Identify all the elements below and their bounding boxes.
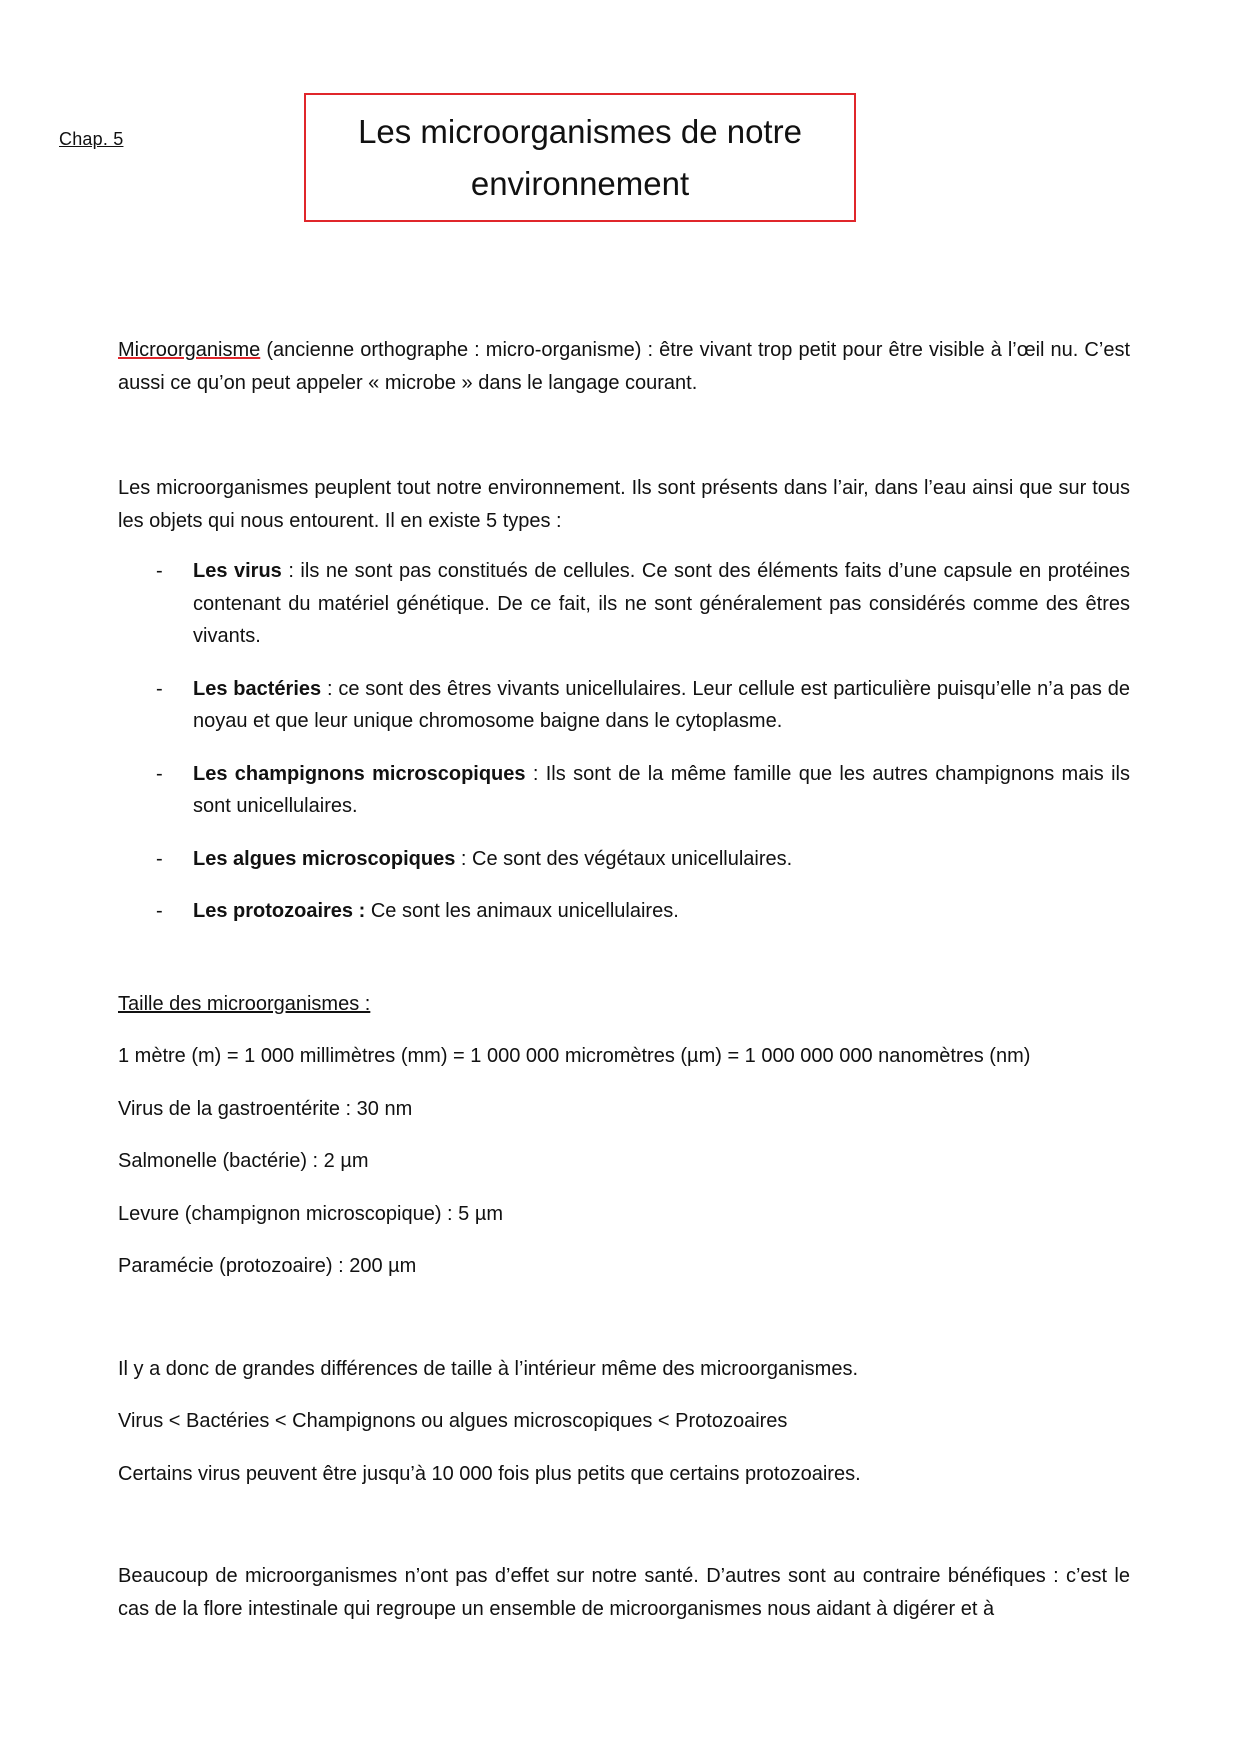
list-item <box>118 673 1130 738</box>
type-name: Les virus <box>193 560 282 582</box>
definition-term: Microorganisme <box>118 339 261 361</box>
type-text: : ce sont des êtres vivants unicellulaires. Leur cellule est particulière puisqu’elle n’a pas de noyau et que leur unique chromosome baigne dans le cytoplasme. <box>193 677 1130 732</box>
list-dash: - <box>156 560 163 582</box>
list-dash: - <box>156 900 163 922</box>
title-box <box>304 93 856 222</box>
list-item <box>118 555 1130 653</box>
page-title-line-2: environnement <box>470 164 690 202</box>
list-item <box>118 843 1130 876</box>
differences-line: Certains virus peuvent être jusqu’à 10 000 fois plus petits que certains protozoaires. <box>118 1462 861 1485</box>
size-example: Salmonelle (bactérie) : 2 µm <box>118 1150 369 1172</box>
size-example: Paramécie (protozoaire) : 200 µm <box>118 1255 417 1277</box>
definition-paragraph <box>118 334 1130 399</box>
health-paragraph: Beaucoup de microorganismes n’ont pas d’effet sur notre santé. D’autres sont au contraire bénéfiques : c’est le cas de la flore intestinale qui regroupe un ensemble de microorganismes nous aidant à digérer et à <box>118 1565 1130 1620</box>
page-title-line-1: Les microorganismes de notre <box>358 112 802 150</box>
document-body <box>118 334 1130 1625</box>
differences-section <box>118 1353 1130 1491</box>
type-name: Les champignons microscopiques <box>193 762 526 785</box>
list-dash: - <box>156 677 163 700</box>
size-example: Levure (champignon microscopique) : 5 µm <box>118 1202 504 1225</box>
type-text: : Ce sont des végétaux unicellulaires. <box>455 847 793 870</box>
type-text: : ils ne sont pas constitués de cellules. Ce sont des éléments faits d’une capsule en protéines contenant du matériel génétique. De ce fait, ils ne sont généralement pas considérés comme des êtres vivants. <box>193 560 1131 647</box>
unit-conversion: 1 mètre (m) = 1 000 millimètres (mm) = 1 000 000 micromètres (µm) = 1 000 000 000 nanomètres (nm) <box>118 1045 1031 1067</box>
list-dash: - <box>156 847 163 870</box>
intro-paragraph: Les microorganismes peuplent tout notre environnement. Ils sont présents dans l’air, dans l’eau ainsi que sur tous les objets qui nous entourent. Il en existe 5 types : <box>118 477 1130 532</box>
type-name: Les bactéries <box>193 677 322 700</box>
definition-text: (ancienne orthographe : micro-organisme) : être vivant trop petit pour être visible à l’œil nu. C’est aussi ce qu’on peut appeler « microbe » dans le langage courant. <box>118 339 1130 394</box>
type-text: : Ils sont de la même famille que les autres champignons mais ils sont unicellulaires. <box>193 762 1131 817</box>
type-name: Les algues microscopiques <box>193 847 456 870</box>
list-item <box>118 758 1130 823</box>
size-example: Virus de la gastroentérite : 30 nm <box>118 1097 413 1120</box>
differences-line: Il y a donc de grandes différences de taille à l’intérieur même des microorganismes. <box>118 1357 858 1380</box>
size-section <box>118 988 1130 1283</box>
types-list <box>118 555 1130 928</box>
list-dash: - <box>156 762 163 785</box>
type-name: Les protozoaires : <box>193 900 366 922</box>
size-heading: Taille des microorganismes : <box>118 992 371 1015</box>
size-ordering: Virus < Bactéries < Champignons ou algues microscopiques < Protozoaires <box>118 1410 788 1432</box>
chapter-label: Chap. 5 <box>59 129 124 149</box>
list-item <box>118 895 1130 928</box>
type-text: Ce sont les animaux unicellulaires. <box>365 900 679 922</box>
